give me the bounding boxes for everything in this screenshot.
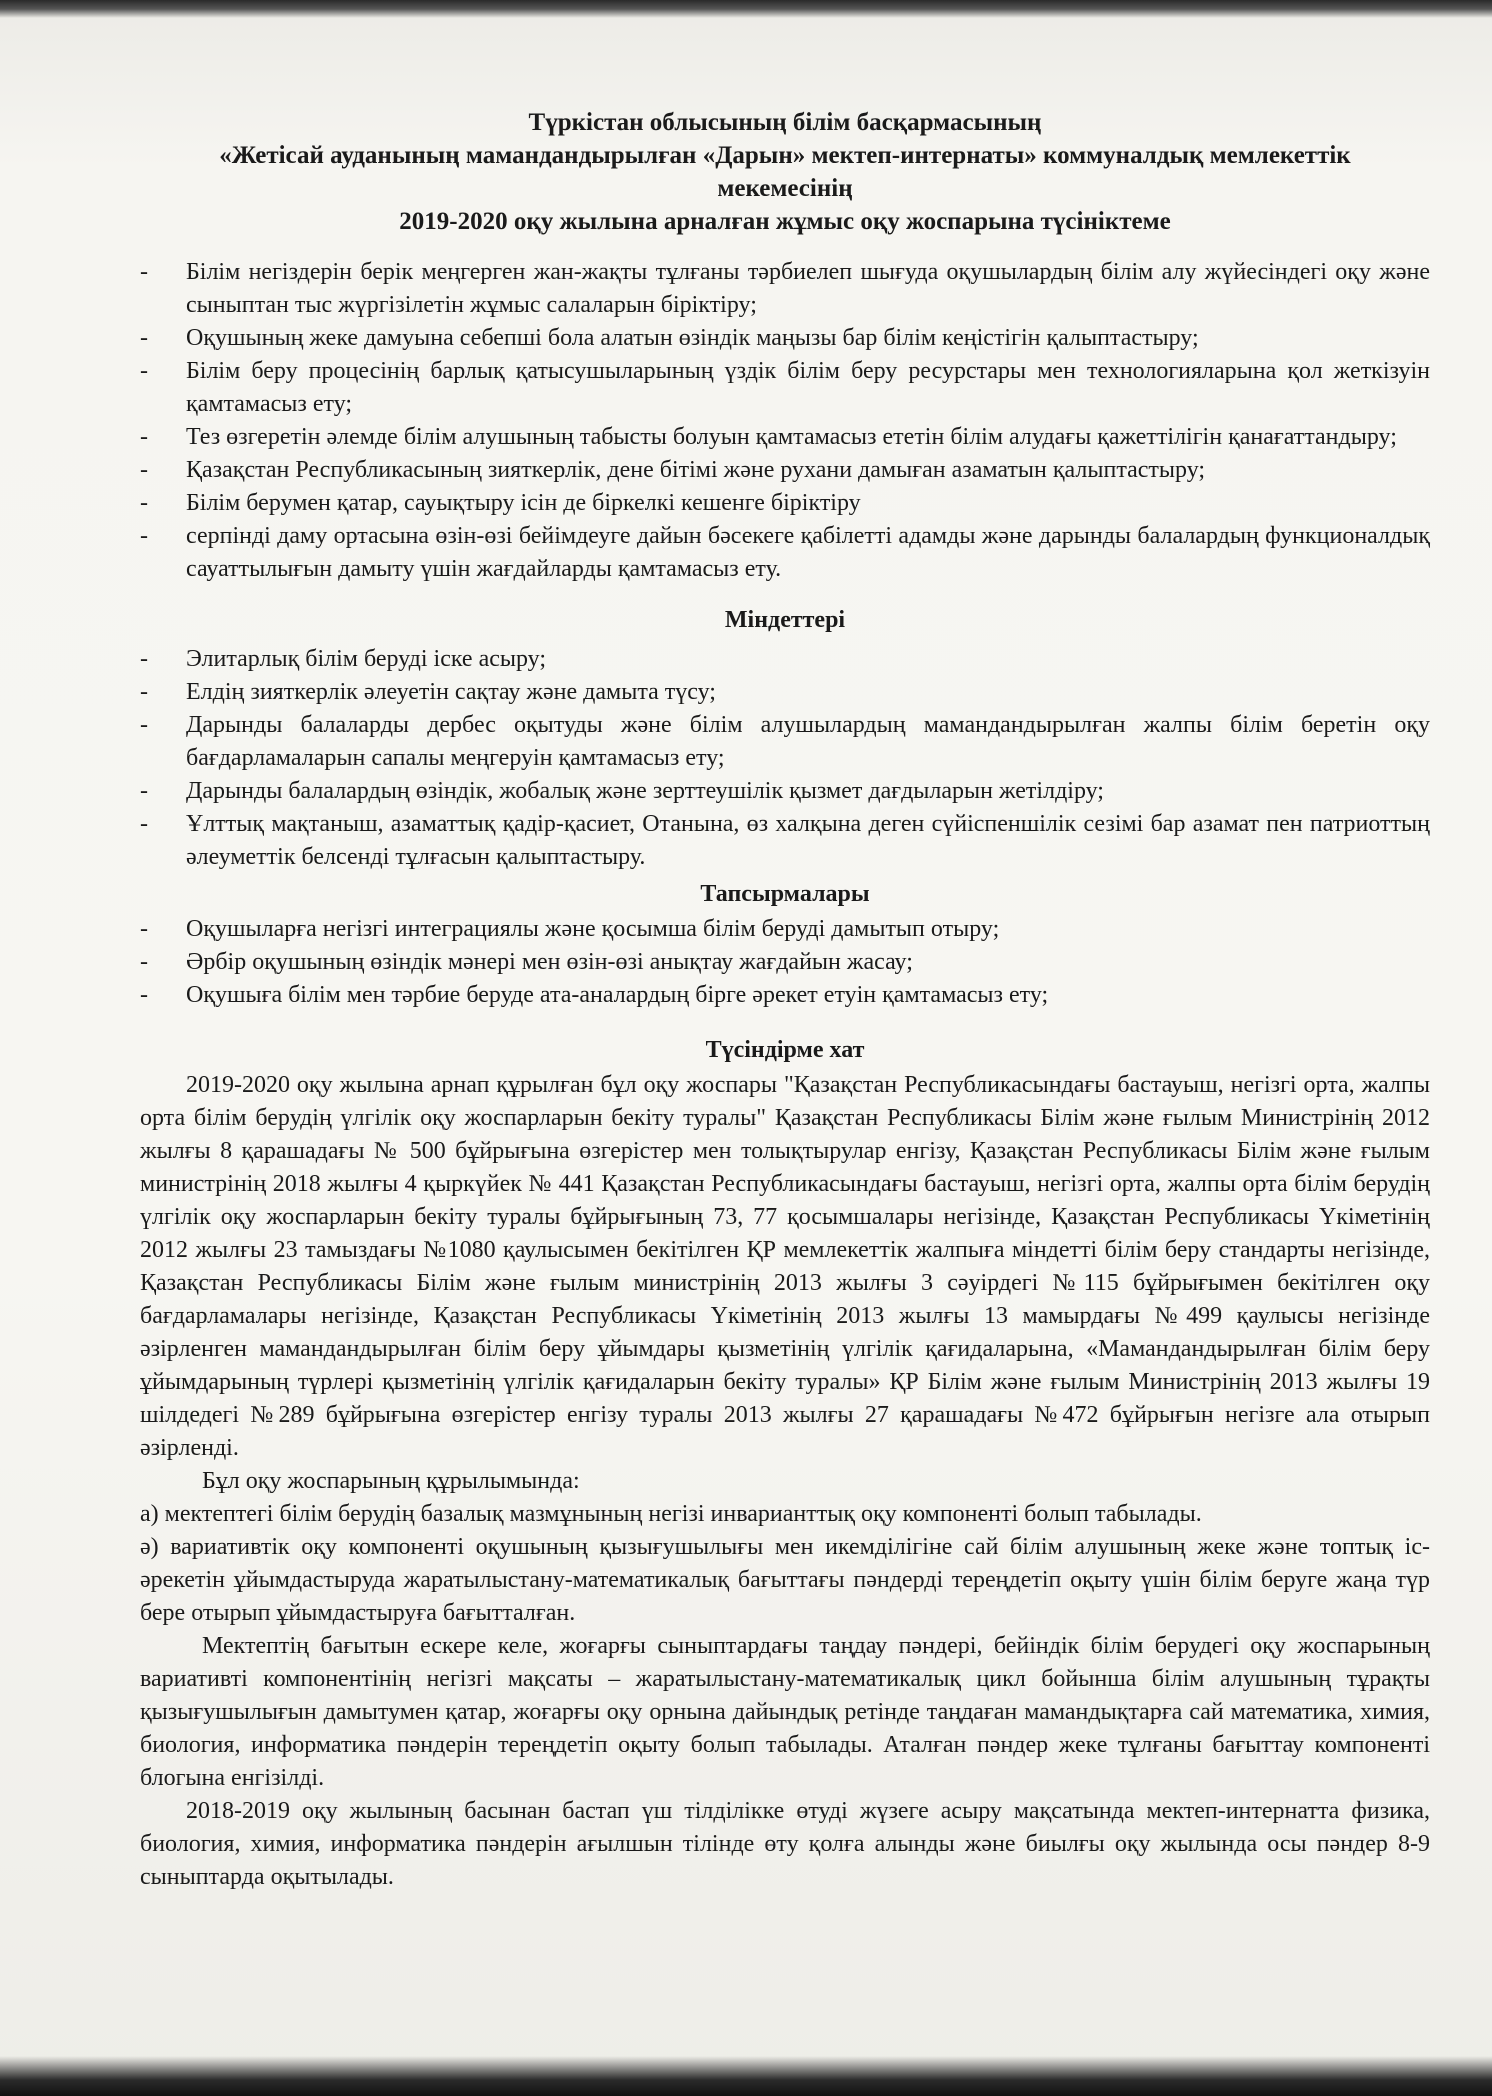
list-item: - Білім берумен қатар, сауықтыру ісін де біркелкі кешенге біріктіру xyxy=(140,487,1430,520)
note-paragraph-1: 2019-2020 оқу жылына арнап құрылған бұл оқу жоспары "Қазақстан Республикасындағы бастауыш, негізгі орта, жалпы орта білім берудің үлгілік оқу жоспарларын бекіту туралы" Қазақстан Республикасы Білім және ғылым Министрінің 2012 жылғы 8 қарашадағы № 500 бұйрығына өзгерістер мен толықтырулар енгізу, Қазақстан Республикасы Білім және ғылым министрінің 2018 жылғы 4 қыркүйек № 441 Қазақстан Республикасындағы бастауыш, негізгі орта, жалпы орта білім берудің үлгілік оқу жоспарларын бекіту туралы бұйрығының 73, 77 қосымшалары негізінде, Қазақстан Республикасы Үкіметінің 2012 жылғы 23 тамыздағы №1080 қаулысымен бекітілген ҚР мемлекеттік жалпыға міндетті білім беру стандарты негізінде, Қазақстан Республикасы Білім және ғылым министрінің 2013 жылғы 3 сәуірдегі №115 бұйрығымен бекітілген оқу бағдарламалары негізінде, Қазақстан Республикасы Үкіметінің 2013 жылғы 13 мамырдағы №499 қаулысы негізінде әзірленген мамандандырылған білім беру ұйымдары қызметінің үлгілік қағидаларына, «Мамандандырылған білім беру ұйымдарының түрлері қызметінің үлгілік қағидаларын бекіту туралы» ҚР Білім және ғылым Министрінің 2013 жылғы 19 шілдедегі №289 бұйрығына өзгерістер енгізу туралы 2013 жылғы 27 қарашадағы №472 бұйрығын негізге ала отырып әзірленді. xyxy=(140,1072,1430,1461)
header-line-4: 2019-2020 оқу жылына арналған жұмыс оқу жоспарына түсініктеме xyxy=(399,208,1171,235)
scan-top-edge xyxy=(0,0,1492,18)
list-item: - Оқушыға білім мен тәрбие беруде ата-аналардың бірге әрекет етуін қамтамасыз ету; xyxy=(140,979,1430,1012)
list-item: - Тез өзгеретін әлемде білім алушының табысты болуын қамтамасыз ететін білім алудағы қажеттілігін қанағаттандыру; xyxy=(140,421,1430,454)
list-item: - Қазақстан Республикасының зияткерлік, дене бітімі және рухани дамыған азаматын қалыптастыру; xyxy=(140,454,1430,487)
document-content xyxy=(140,100,1430,1894)
note-paragraph-5: Мектептің бағытын ескере келе, жоғарғы сыныптардағы таңдау пәндері, бейіндік білім берудегі оқу жоспарының вариативті компонентінің негізгі мақсаты – жаратылыстану-математикалық цикл бойынша білім алушының тұрақты қызығушылығын дамытумен қатар, жоғарғы оқу орнына дайындық ретінде таңдаған мамандықтарға сай математика, химия, биология, информатика пәндерін тереңдетіп оқыту болып табылады. Аталған пәндер жеке тұлғаны бағыттау компоненті блогына енгізілді. xyxy=(140,1633,1430,1791)
list-item: - Оқушыларға негізгі интеграциялы және қосымша білім беруді дамытып отыру; xyxy=(140,913,1430,946)
list-item: - Оқушының жеке дамуына себепші бола алатын өзіндік маңызы бар білім кеңістігін қалыптастыру; xyxy=(140,322,1430,355)
list-item: - серпінді даму ортасына өзін-өзі бейімдеуге дайын бәсекеге қабілетті адамды және дарынды балалардың функционалдық сауаттылығын дамыту үшін жағдайларды қамтамасыз ету. xyxy=(140,520,1430,586)
explanatory-note-title: Түсіндірме хат xyxy=(705,1037,865,1063)
header-line-3: мекемесінің xyxy=(717,175,853,202)
scan-bottom-edge xyxy=(0,2056,1492,2096)
list-item: - Дарынды балаларды дербес оқытуды және білім алушылардың мамандандырылған жалпы білім беретін оқу бағдарламаларын сапалы меңгеруін қамтамасыз ету; xyxy=(140,709,1430,775)
note-paragraph-4: ә) вариативтік оқу компоненті оқушының қызығушылығы мен икемділігіне сай білім алушының жеке және топтық іс-әрекетін ұйымдастыруда жаратылыстану-математикалық бағыттағы пәндерді тереңдетіп оқыту үшін білім беруге жаңа түр бере отырып ұйымдастыруға бағытталған. xyxy=(140,1534,1430,1626)
goals-list xyxy=(140,256,1430,586)
list-item: - Дарынды балалардың өзіндік, жобалық және зерттеушілік қызмет дағдыларын жетілдіру; xyxy=(140,775,1430,808)
note-paragraph-6: 2018-2019 оқу жылының басынан бастап үш тілділікке өтуді жүзеге асыру мақсатында мектеп-интернатта физика, биология, химия, информатика пәндерін ағылшын тілінде өту қолға алынды және биылғы оқу жылында осы пәндер 8-9 сыныптарда оқытылады. xyxy=(140,1798,1430,1890)
list-item: - Елдің зияткерлік әлеуетін сақтау және дамыта түсу; xyxy=(140,676,1430,709)
header-line-1: Түркістан облысының білім басқармасының xyxy=(528,109,1042,136)
list-item: - Білім негіздерін берік меңгерген жан-жақты тұлғаны тәрбиелеп шығуда оқушылардың білім алу жүйесіндегі оқу және сыныптан тыс жүргізілетін жұмыс салаларын біріктіру; xyxy=(140,256,1430,322)
tasks-title: Тапсырмалары xyxy=(700,881,870,907)
list-item: - Әрбір оқушының өзіндік мәнері мен өзін-өзі анықтау жағдайын жасау; xyxy=(140,946,1430,979)
objectives-list xyxy=(140,643,1430,874)
list-item: - Білім беру процесінің барлық қатысушыларының үздік білім беру ресурстары мен технологияларына қол жеткізуін қамтамасыз ету; xyxy=(140,355,1430,421)
note-paragraph-3: а) мектептегі білім берудің базалық мазмұнының негізі инварианттық оқу компоненті болып табылады. xyxy=(140,1501,1202,1527)
note-paragraph-2: Бұл оқу жоспарының құрылымында: xyxy=(202,1468,580,1494)
tasks-list xyxy=(140,913,1430,1012)
list-item: - Ұлттық мақтаныш, азаматтық қадір-қасиет, Отанына, өз халқына деген сүйіспеншілік сезімі бар азамат пен патриоттың әлеуметтік белсенді тұлғасын қалыптастыру. xyxy=(140,808,1430,874)
list-item: - Элитарлық білім беруді іске асыру; xyxy=(140,643,1430,676)
header-line-2: «Жетісай ауданының мамандандырылған «Дарын» мектеп-интернаты» коммуналдық мемлекеттік xyxy=(219,142,1351,169)
objectives-title: Міндеттері xyxy=(724,607,846,633)
